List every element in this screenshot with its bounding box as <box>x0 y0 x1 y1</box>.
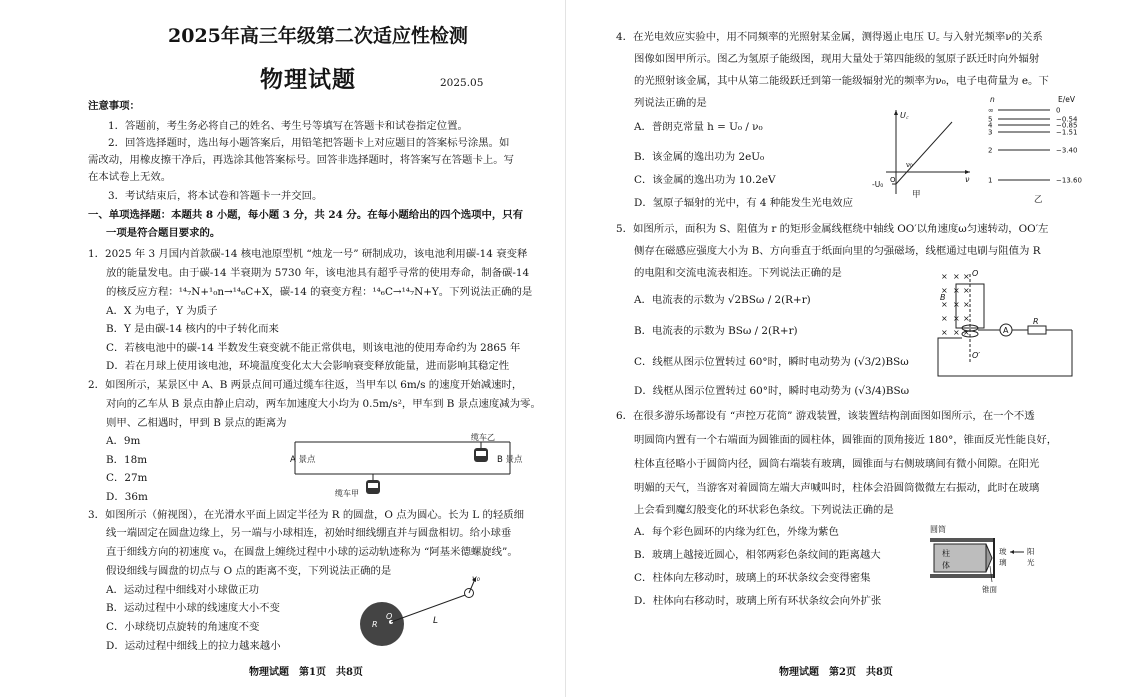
sunlight-label-1: 阳 <box>1027 547 1035 556</box>
note-line: 在本试卷上无效。 <box>88 171 172 183</box>
question-6-option-c: C．柱体向左移动时，玻璃上的环状条纹会变得密集 <box>634 572 871 584</box>
question-3-option-d: D．运动过程中细线上的拉力越来越小 <box>106 640 281 652</box>
energy-level-n: 2 <box>988 146 993 155</box>
question-5-stem: 5．如图所示，面积为 S、阻值为 r 的矩形金属线框绕中轴线 OO′以角速度ω匀速转动，OO′左 <box>616 223 1049 235</box>
exam-page-2 <box>566 0 1132 697</box>
energy-level-n: 1 <box>988 176 993 185</box>
question-1-option-a: A．X 为电子，Y 为质子 <box>106 305 218 317</box>
note-line: 需改动，用橡皮擦干净后，再选涂其他答案标号。回答非选择题时，将答案写在答题卡上。写 <box>88 154 515 166</box>
field-cross: × <box>941 300 948 309</box>
question-1-stem: 的核反应方程：¹⁴₇N+¹₀n→¹⁴₆C+X，碳-14 的衰变方程：¹⁴₆C→¹⁴₇N+Y。下列说法正确的是 <box>106 286 533 298</box>
cable-car-b-label: 缆车乙 <box>471 433 495 442</box>
field-cross: × <box>953 328 960 337</box>
axis-top-label: O <box>972 269 979 278</box>
energy-level-n: 5 <box>988 115 993 124</box>
question-2-option-a: A．9m <box>106 435 141 447</box>
question-2-stem: 则甲、乙相遇时，甲到 B 景点的距离为 <box>106 417 287 429</box>
energy-levels <box>988 107 1082 185</box>
x-axis-arrow <box>965 170 970 174</box>
question-3-stem: 直于细线方向的初速度 v₀，在圆盘上缠绕过程中小球的运动轨迹称为 “阿基米德螺旋线”。 <box>106 546 518 558</box>
question-4-stem: 4．在光电效应实验中，用不同频率的光照射某金属，测得遏止电压 U꜀ 与入射光频率ν的关系 <box>616 31 1043 43</box>
energy-level-value: −13.60 <box>1056 176 1082 185</box>
exam-title: 2025年高三年级第二次适应性检测 <box>168 25 468 47</box>
question-6-stem: 上会看到魔幻般变化的环状彩色条纹。下列说法正确的是 <box>634 504 894 516</box>
question-2-stem: 2．如图所示，某景区中 A、B 两景点间可通过缆车往返，当甲车以 6m/s 的速度开始减速时， <box>88 379 523 391</box>
cone-surface <box>986 544 992 572</box>
y-axis-arrow <box>894 110 898 115</box>
fixed-disk <box>360 602 404 646</box>
question-6-stem: 柱体直径略小于圆筒内径，圆筒右端装有玻璃，圆锥面与右侧玻璃间有微小间隙。在阳光 <box>634 458 1040 470</box>
question-2-stem: 对向的乙车从 B 景点由静止启动，两车加速度大小均为 0.5m/s²，甲车到 B 景点速度减为零。 <box>106 398 541 410</box>
nu-axis-label: ν <box>965 175 970 184</box>
question-4-option-a: A．普朗克常量 h = U₀ / ν₀ <box>634 121 763 133</box>
question-1-stem: 1．2025 年 3 月国内首款碳-14 核电池原型机 “烛龙一号” 研制成功，该电池利用碳-14 衰变释 <box>88 248 528 260</box>
energy-level-value: 0 <box>1056 106 1061 115</box>
spiral-disk-figure <box>360 572 490 654</box>
question-6-option-a: A．每个彩色圆环的内缘为红色，外缘为紫色 <box>634 526 839 538</box>
question-5-option-c: C．线框从图示位置转过 60°时，瞬时电动势为 (√3/2)BSω <box>634 356 909 368</box>
field-cross: × <box>963 328 970 337</box>
question-5-option-d: D．线框从图示位置转过 60°时，瞬时电动势为 (√3/4)BSω <box>634 385 910 397</box>
origin-label: O <box>890 176 896 184</box>
section-heading: 一、单项选择题：本题共 8 小题，每小题 3 分，共 24 分。在每小题给出的四个选项中，只有 <box>88 209 524 221</box>
note-line: 3．考试结束后，将本试卷和答题卡一并交回。 <box>108 190 323 202</box>
question-4-stem: 图像如图甲所示。图乙为氢原子能级图，现用大量处于第四能级的氢原子跃迁时向外辐射 <box>634 53 1040 65</box>
cable-car-a-label: 缆车甲 <box>335 489 359 498</box>
point-b-label: B 景点 <box>497 455 523 465</box>
note-line: 1．答题前，考生务必将自己的姓名、考生号等填写在答题卡和试卷指定位置。 <box>108 120 468 132</box>
section-heading: 一项是符合题目要求的。 <box>106 227 221 239</box>
question-5-option-b: B．电流表的示数为 BSω / 2(R+r) <box>634 325 798 337</box>
energy-level-diagram <box>986 94 1096 204</box>
energy-level-value: −1.51 <box>1056 128 1078 137</box>
uc-line <box>896 122 952 184</box>
question-2-option-b: B．18m <box>106 454 148 466</box>
uc-axis-label: U꜀ <box>900 111 909 120</box>
question-6-option-b: B．玻璃上越接近圆心，相邻两彩色条纹间的距离越大 <box>634 549 881 561</box>
question-6-stem: 6．在很多游乐场都设有 “声控万花筒” 游戏装置，该装置结构剖面图如图所示，在一个不透 <box>616 410 1035 422</box>
field-cross: × <box>941 272 948 281</box>
magnetic-field-crosses <box>941 272 970 337</box>
field-cross: × <box>963 286 970 295</box>
tube-wall-top <box>930 538 994 542</box>
energy-level-n: 3 <box>988 128 993 137</box>
subject-title: 物理试题 <box>260 66 356 93</box>
question-5-stem: 的电阻和交流电流表相连。下列说法正确的是 <box>634 267 842 279</box>
question-4-stem: 的光照射该金属，其中从第二能级跃迁到第一能级辐射光的频率为ν₀，电子电荷量为 e。下 <box>634 75 1049 87</box>
question-3-option-a: A．运动过程中细线对小球做正功 <box>106 584 259 596</box>
rotating-coil-figure <box>932 266 1082 382</box>
question-5-stem: 侧存在磁感应强度大小为 B、方向垂直于纸面向里的匀强磁场，线框通过电刷与阻值为 R <box>634 245 1041 257</box>
question-3-stem: 假设细线与圆盘的切点与 O 点的距离不变，下列说法正确的是 <box>106 565 392 577</box>
sunlight-arrow-head <box>1010 550 1014 554</box>
question-6-option-d: D．柱体向右移动时，玻璃上所有环状条纹会向外扩张 <box>634 595 882 607</box>
question-4-option-c: C．该金属的逸出功为 10.2eV <box>634 174 776 186</box>
field-cross: × <box>963 272 970 281</box>
question-1-stem: 放的能量发电。由于碳-14 半衰期为 5730 年，该电池具有超乎寻常的使用寿命，制备碳-14 <box>106 267 530 279</box>
v0-label: v₀ <box>472 574 480 583</box>
sunlight-label-2: 光 <box>1027 558 1035 567</box>
o-label: O <box>386 612 393 621</box>
energy-header: E/eV <box>1058 95 1076 104</box>
kaleidoscope-tube-figure <box>930 520 1050 596</box>
cylinder-label-1: 柱 <box>942 549 950 558</box>
glass-label-1: 玻 <box>999 547 1007 556</box>
question-2-option-d: D．36m <box>106 491 148 503</box>
question-3-stem: 3．如图所示（俯视图），在光滑水平面上固定半径为 R 的圆盘，O 点为圆心。长为 L 的轻质细 <box>88 509 525 521</box>
note-line: 2．回答选择题时，选出每小题答案后，用铅笔把答题卡上对应题目的答案标号涂黑。如 <box>108 137 510 149</box>
field-cross: × <box>953 314 960 323</box>
tube-wall-bottom <box>930 574 994 578</box>
figure-yi-label: 乙 <box>1034 195 1043 205</box>
point-a-label: A 景点 <box>290 455 316 465</box>
n-header: n <box>990 95 995 104</box>
cylinder-label-2: 体 <box>942 561 950 570</box>
field-cross: × <box>963 300 970 309</box>
question-1-option-d: D．若在月球上使用该电池，环境温度变化太大会影响衰变释放能量，进而影响其稳定性 <box>106 360 510 372</box>
question-2-option-c: C．27m <box>106 472 148 484</box>
field-cross: × <box>953 272 960 281</box>
page-footer: 物理试题 第2页 共8页 <box>779 667 893 678</box>
question-1-option-b: B．Y 是由碳-14 核内的中子转化而来 <box>106 323 279 335</box>
question-4-option-b: B．该金属的逸出功为 2eU₀ <box>634 151 765 163</box>
field-cross: × <box>941 328 948 337</box>
field-cross: × <box>953 286 960 295</box>
question-4-stem: 列说法正确的是 <box>634 97 707 109</box>
field-cross: × <box>941 314 948 323</box>
energy-level-value: −0.54 <box>1056 115 1078 124</box>
stopping-voltage-graph <box>872 104 982 200</box>
tube-label: 圆筒 <box>930 525 946 534</box>
resistor-symbol <box>1028 326 1046 334</box>
question-6-stem: 明圆筒内置有一个右端面为圆锥面的圆柱体，圆锥面的顶角接近 180°，锥面反光性能良好， <box>634 434 1058 446</box>
field-cross: × <box>941 286 948 295</box>
energy-level-value: −0.85 <box>1056 121 1078 130</box>
l-label: L <box>433 616 439 626</box>
question-3-option-b: B．运动过程中小球的线速度大小不变 <box>106 602 280 614</box>
page-footer: 物理试题 第1页 共8页 <box>249 667 363 678</box>
energy-level-value: −3.40 <box>1056 146 1078 155</box>
cable-car-figure <box>285 428 530 502</box>
field-b-label: B <box>940 293 946 302</box>
question-3-option-c: C．小球绕切点旋转的角速度不变 <box>106 621 260 633</box>
question-6-stem: 明媚的天气，当游客对着圆筒左端大声喊叫时，柱体会沿圆筒微微左右振动，此时在玻璃 <box>634 482 1040 494</box>
question-3-stem: 线一端固定在圆盘边缘上，另一端与小球相连，初始时细线绷直并与圆盘相切。给小球垂 <box>106 527 512 539</box>
notes-heading: 注意事项： <box>88 100 140 112</box>
cone-label: 锥面 <box>982 585 997 594</box>
question-4-option-d: D．氢原子辐射的光中，有 4 种能发生光电效应 <box>634 197 853 209</box>
axis-bottom-label: O′ <box>972 351 981 360</box>
glass-label-2: 璃 <box>999 558 1007 567</box>
neg-u0-label: -U₀ <box>872 180 884 189</box>
energy-level-n: 4 <box>988 121 993 130</box>
nu0-label: ν₀ <box>906 161 913 169</box>
exam-date: 2025.05 <box>440 77 484 89</box>
question-5-option-a: A．电流表的示数为 √2BSω / 2(R+r) <box>634 294 811 306</box>
question-1-option-c: C．若核电池中的碳-14 半数发生衰变就不能正常供电，则该电池的使用寿命约为 2865 年 <box>106 342 521 354</box>
field-cross: × <box>953 300 960 309</box>
field-cross: × <box>963 314 970 323</box>
resistor-label: R <box>1033 317 1039 326</box>
energy-level-n: ∞ <box>988 106 994 115</box>
cable-car-a <box>366 474 380 494</box>
string-line <box>391 594 468 622</box>
ammeter-label: A <box>1003 326 1009 335</box>
figure-jia-label: 甲 <box>912 190 921 200</box>
r-label: R <box>372 620 378 629</box>
cable-car-b <box>474 442 488 462</box>
